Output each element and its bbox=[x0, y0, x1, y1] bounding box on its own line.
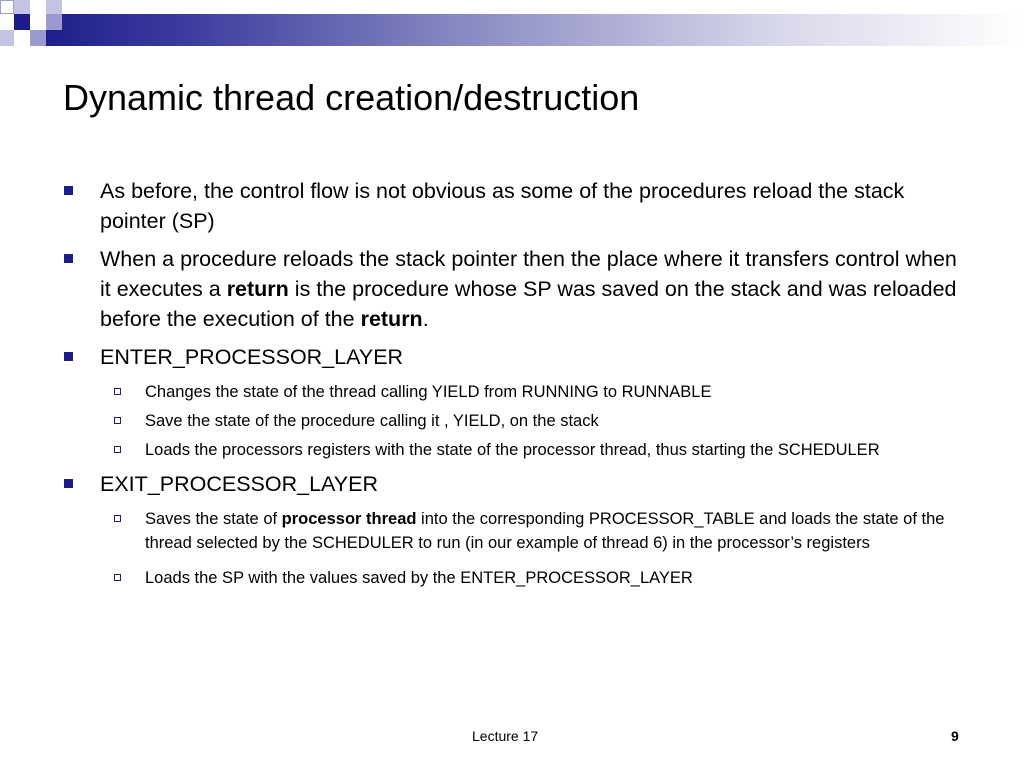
bullet-text: ENTER_PROCESSOR_LAYER bbox=[100, 345, 404, 369]
sub-bullet-text: Changes the state of the thread calling YIELD from RUNNING to RUNNABLE bbox=[145, 383, 712, 401]
bullet-item bbox=[63, 244, 963, 334]
footer-page-number: 9 bbox=[951, 728, 959, 744]
header-square bbox=[46, 14, 62, 30]
bullet-text: . bbox=[422, 307, 429, 331]
header-square bbox=[30, 30, 46, 46]
slide-title: Dynamic thread creation/destruction bbox=[63, 77, 640, 118]
bullet-text: EXIT_PROCESSOR_LAYER bbox=[100, 472, 378, 496]
sub-bullet-item bbox=[63, 507, 963, 555]
header-square bbox=[30, 14, 46, 30]
header-square bbox=[0, 30, 14, 46]
header-square bbox=[46, 0, 62, 14]
sub-bullet-text: Loads the SP with the values saved by the ENTER_PROCESSOR_LAYER bbox=[145, 569, 693, 587]
header-square bbox=[0, 0, 14, 14]
bullet-text-bold: return bbox=[360, 307, 423, 331]
bullet-text-bold: return bbox=[226, 277, 289, 301]
sub-bullet-text: Save the state of the procedure calling it , YIELD, on the stack bbox=[145, 412, 599, 430]
bullet-item bbox=[63, 342, 963, 372]
sub-bullet-text-bold: processor thread bbox=[281, 510, 417, 528]
header-square bbox=[14, 14, 30, 30]
bullet-text: is the procedure whose SP was saved on the stack and was reloaded before the execution of the bbox=[100, 277, 957, 331]
slide-content bbox=[63, 176, 963, 595]
bullet-text: When a procedure reloads the stack pointer then the place where it transfers control when it executes a bbox=[100, 247, 957, 301]
sub-bullet-item bbox=[63, 566, 963, 590]
bullet-text: As before, the control flow is not obvious as some of the procedures reload the stack pointer (SP) bbox=[100, 179, 905, 233]
sub-bullet-text: into the corresponding PROCESSOR_TABLE and loads the state of the thread selected by the SCHEDULER to run (in our example of thread 6) in the processor’s registers bbox=[145, 510, 945, 552]
bullet-item bbox=[63, 469, 963, 499]
footer-lecture-label: Lecture 17 bbox=[472, 728, 539, 744]
sub-bullet-text: Saves the state of bbox=[145, 510, 282, 528]
sub-bullet-text: Loads the processors registers with the state of the processor thread, thus starting the SCHEDULER bbox=[145, 441, 880, 459]
sub-bullet-item bbox=[63, 380, 963, 404]
header-gradient-bar bbox=[30, 14, 1024, 46]
header-square bbox=[14, 0, 30, 14]
bullet-item bbox=[63, 176, 963, 236]
sub-bullet-item bbox=[63, 409, 963, 433]
sub-bullet-item bbox=[63, 438, 963, 462]
